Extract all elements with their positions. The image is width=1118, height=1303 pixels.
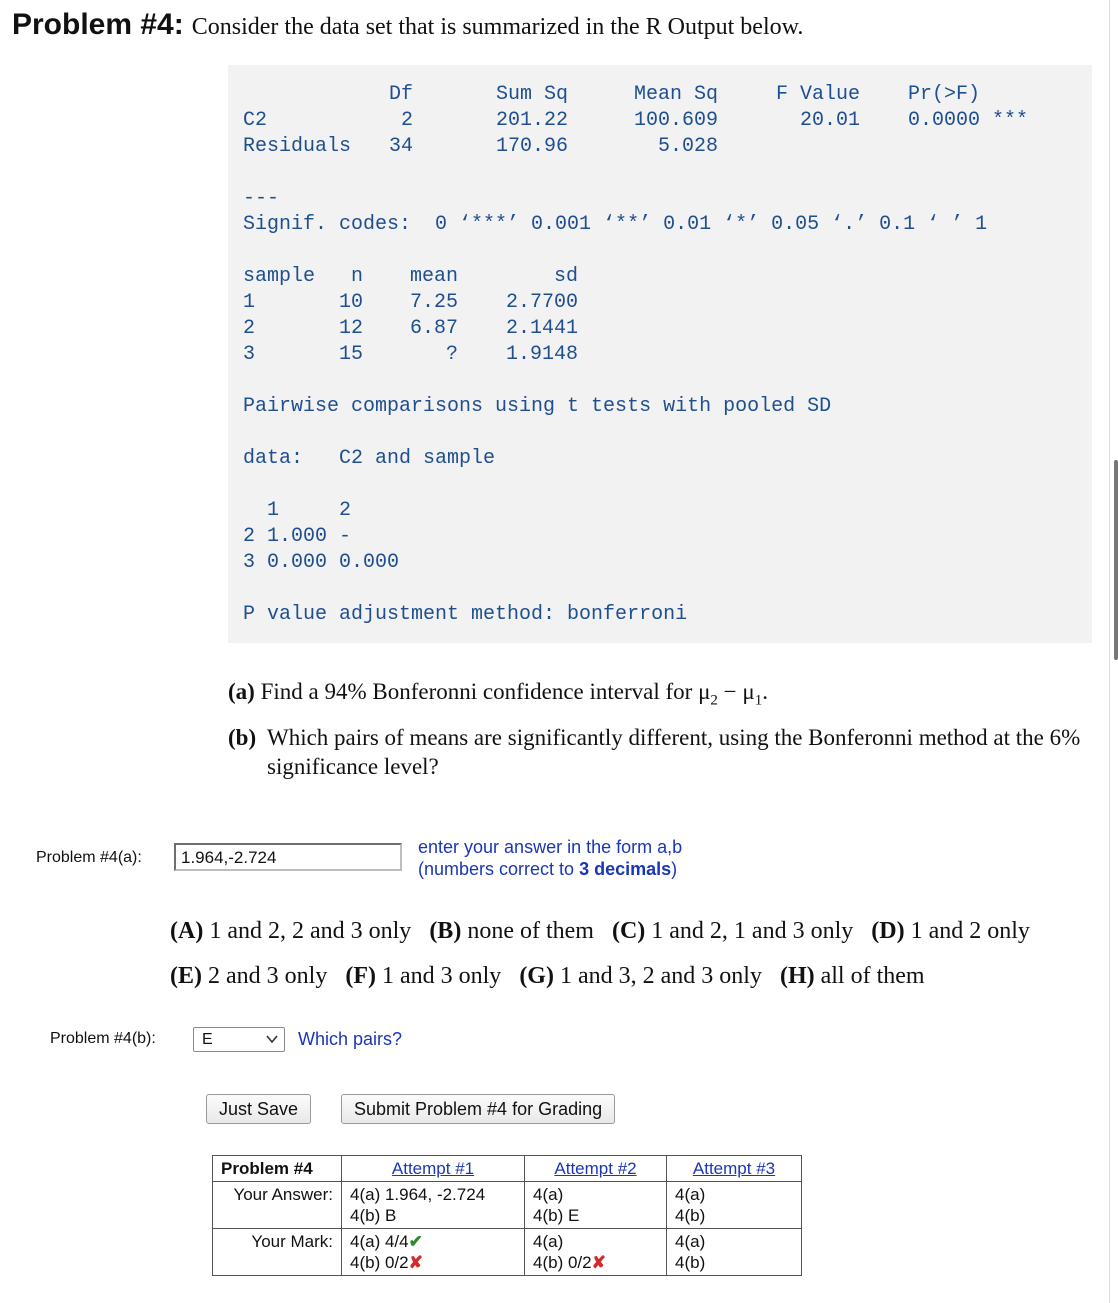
answer-a-hint: [418, 836, 682, 880]
summary-sd: 2.7700: [505, 291, 578, 314]
attempt-2-link[interactable]: Attempt #2: [554, 1159, 637, 1178]
cross-icon: ✘: [408, 1253, 423, 1272]
problem-number: Problem #4:: [12, 8, 184, 41]
your-mark-label: Your Mark:: [213, 1229, 342, 1276]
pairwise-title: Pairwise comparisons using t tests with pooled SD: [243, 395, 832, 418]
answer-line: 4(b) B: [350, 1206, 397, 1225]
summary-sample: 3: [243, 343, 256, 366]
choice-text: 2 and 3 only: [208, 963, 328, 989]
anova-header-p: Pr(>F): [908, 83, 981, 106]
attempt-mark: [342, 1229, 525, 1276]
summary-n: 15: [338, 343, 363, 366]
page-edge: [1109, 0, 1110, 1303]
answer-line: 4(b): [675, 1206, 706, 1225]
r-output-box: [228, 65, 1092, 643]
signif-codes: Signif. codes: 0 ‘***’ 0.001 ‘**’ 0.01 ‘*’ 0.05 ‘.’ 0.1 ‘ ’ 1: [243, 213, 988, 236]
attempt-answer: [525, 1182, 667, 1229]
anova-row-sumsq: 201.22: [495, 109, 568, 132]
anova-header-df: Df: [388, 83, 413, 106]
question-a: [228, 677, 768, 716]
anova-row-df: 2: [400, 109, 413, 132]
summary-sd: 1.9148: [505, 343, 578, 366]
choice-key: (B): [429, 918, 462, 944]
mark-line: 4(b) 0/2: [350, 1253, 409, 1272]
summary-sd: 2.1441: [505, 317, 578, 340]
mark-line: 4(b) 0/2: [533, 1253, 592, 1272]
choice-key: (H): [779, 963, 815, 989]
choice-key: (D): [871, 918, 905, 944]
summary-sample: 2: [243, 317, 256, 340]
question-a-text: Find a 94% Bonferonni confidence interval for μ: [260, 679, 711, 704]
attempts-table: [212, 1155, 802, 1276]
check-icon: ✔: [408, 1232, 423, 1251]
choice-key: (G): [519, 963, 554, 989]
answer-b-select[interactable]: [193, 1027, 285, 1052]
mark-line: 4(a): [675, 1232, 706, 1251]
choice-key: (E): [170, 963, 202, 989]
attempt-mark: [667, 1229, 802, 1276]
choice-text: 1 and 2 only: [910, 918, 1030, 944]
hint-line-1: enter your answer in the form a,b: [418, 837, 683, 857]
summary-header-mean: mean: [409, 265, 458, 288]
mark-line: 4(b): [675, 1253, 706, 1272]
choice-text: none of them: [467, 918, 594, 944]
answer-line: 4(a): [675, 1185, 706, 1204]
question-b-text: Which pairs of means are significantly different, using the Bonferonni method at the 6% significance level?: [267, 725, 1081, 779]
mark-line: 4(a) 4/4: [350, 1232, 409, 1251]
anova-header-meansq: Mean Sq: [633, 83, 718, 106]
anova-row-meansq: 100.609: [633, 109, 718, 132]
mu-subscript: 1: [754, 692, 763, 709]
anova-row-name: Residuals: [243, 135, 352, 158]
anova-row-f: 20.01: [799, 109, 860, 132]
summary-mean: 6.87: [409, 317, 458, 340]
summary-header-n: n: [350, 265, 363, 288]
choice-text: 1 and 2, 2 and 3 only: [209, 918, 412, 944]
choice-key: (F): [345, 963, 376, 989]
summary-n: 12: [338, 317, 363, 340]
problem-statement: Consider the data set that is summarized in the R Output below.: [191, 14, 804, 40]
anova-row-meansq: 5.028: [657, 135, 718, 158]
answer-b-selected: E: [202, 1031, 213, 1048]
hint-line-2-post: ): [671, 859, 678, 879]
choice-text: 1 and 3, 2 and 3 only: [559, 963, 762, 989]
summary-sample: 1: [243, 291, 256, 314]
answer-line: 4(a) 1.964, -2.724: [350, 1185, 486, 1204]
scrollbar[interactable]: [1114, 460, 1118, 660]
chevron-down-icon: [265, 1033, 279, 1045]
just-save-button[interactable]: Just Save: [206, 1094, 311, 1124]
your-answer-label: Your Answer:: [213, 1182, 342, 1229]
anova-header-fvalue: F Value: [775, 83, 860, 106]
question-a-label: (a): [228, 679, 255, 704]
summary-header-sd: sd: [553, 265, 578, 288]
anova-row-name: C2: [243, 109, 268, 132]
attempt-mark: [525, 1229, 667, 1276]
attempt-3-link[interactable]: Attempt #3: [692, 1159, 776, 1178]
answer-b-label: Problem #4(b):: [50, 1030, 156, 1047]
choice-text: 1 and 3 only: [381, 963, 502, 989]
pairwise-matrix-row: 3 0.000 0.000: [243, 551, 400, 574]
anova-row-p: 0.0000 ***: [908, 109, 1029, 132]
summary-mean: ?: [445, 343, 458, 366]
mark-line: 4(a): [533, 1232, 564, 1251]
attempt-1-link[interactable]: Attempt #1: [391, 1159, 475, 1178]
choice-text: all of them: [820, 963, 925, 989]
which-pairs-link[interactable]: Which pairs?: [298, 1029, 403, 1049]
attempt-answer: [667, 1182, 802, 1229]
question-b-label: (b): [228, 725, 257, 750]
summary-n: 10: [338, 291, 363, 314]
pairwise-matrix-row: 2 1.000 -: [243, 525, 352, 548]
data-line: data: C2 and sample: [243, 447, 496, 470]
summary-mean: 7.25: [409, 291, 458, 314]
hint-line-2-pre: (numbers correct to: [418, 859, 580, 879]
question-a-mid: − μ: [717, 679, 755, 704]
submit-button[interactable]: Submit Problem #4 for Grading: [341, 1094, 615, 1124]
anova-header-sumsq: Sum Sq: [495, 83, 568, 106]
choice-key: (A): [170, 918, 204, 944]
pairwise-matrix-row: 1 2: [243, 499, 352, 522]
attempt-answer: [342, 1182, 525, 1229]
cross-icon: ✘: [591, 1253, 606, 1272]
hint-line-2-bold: 3 decimals: [579, 859, 672, 879]
mu-subscript: 2: [710, 692, 718, 709]
summary-header-sample: sample: [243, 265, 316, 288]
anova-row-sumsq: 170.96: [495, 135, 568, 158]
choice-key: (C): [611, 918, 646, 944]
anova-row-df: 34: [388, 135, 413, 158]
answer-line: 4(b) E: [533, 1206, 580, 1225]
choices-line-2: [170, 963, 925, 990]
answer-line: 4(a): [533, 1185, 564, 1204]
separator: ---: [243, 187, 280, 210]
question-a-end: .: [762, 679, 768, 704]
answer-a-label: Problem #4(a):: [36, 849, 142, 866]
choices-line-1: [170, 918, 1030, 945]
adjust-method: P value adjustment method: bonferroni: [243, 603, 688, 626]
answer-a-input[interactable]: 1.964,-2.724: [174, 843, 402, 871]
problem-title: [12, 8, 803, 42]
attempts-header: Problem #4: [213, 1156, 342, 1182]
choice-text: 1 and 2, 1 and 3 only: [651, 918, 854, 944]
